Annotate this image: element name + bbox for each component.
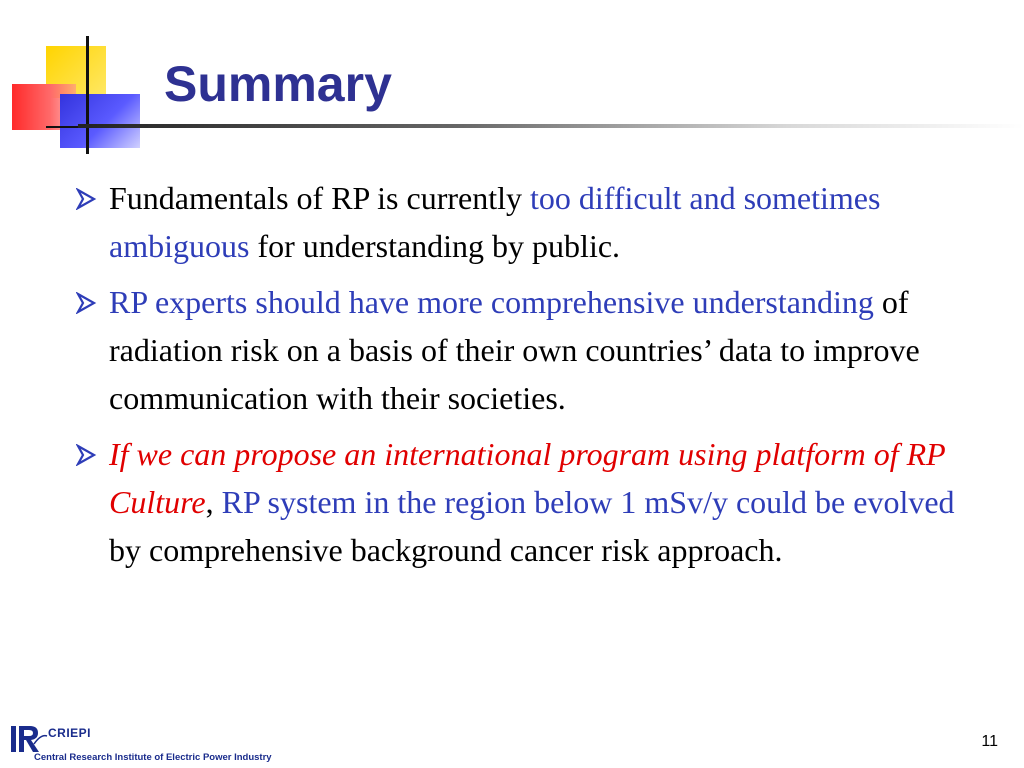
bullet-1-text-2: too difficult and sometimes ambiguous [109,180,881,264]
bullet-item-1 [72,174,982,270]
arrow-bullet-icon [72,430,102,478]
bullet-3-text-3: RP system in the region below 1 mSv/y could be evolved [221,484,955,520]
slide-title: Summary [164,56,392,112]
bullet-list [72,174,982,582]
bullet-1-text-1: Fundamentals of RP is currently [109,180,530,216]
logo-short-name: CRIEPI [48,726,92,740]
bullet-item-2 [72,278,982,422]
bullet-1-text-3: for understanding by public. [249,228,621,264]
arrow-bullet-icon [72,174,102,222]
blue-square [60,94,140,148]
bullet-item-3 [72,430,982,574]
bullet-3-text-4: by comprehensive background cancer risk approach. [109,532,783,568]
bullet-3-text-2: , [205,484,222,520]
bullet-2-text-2: of radiation risk on a basis of their own countries’ data to improve communication with their societies. [109,284,920,416]
bullet-3-text-1: If we can propose an international program using platform of RP Culture [109,436,946,520]
title-decoration [0,0,160,160]
title-underline [78,124,1024,128]
page-number: 11 [981,733,998,750]
logo-full-name: Central Research Institute of Electric Power Industry [34,752,272,763]
bullet-2-text-1: RP experts should have more comprehensive understanding [109,284,874,320]
arrow-bullet-icon [72,278,102,326]
criepi-logo [10,720,272,766]
vertical-rule [86,36,89,154]
